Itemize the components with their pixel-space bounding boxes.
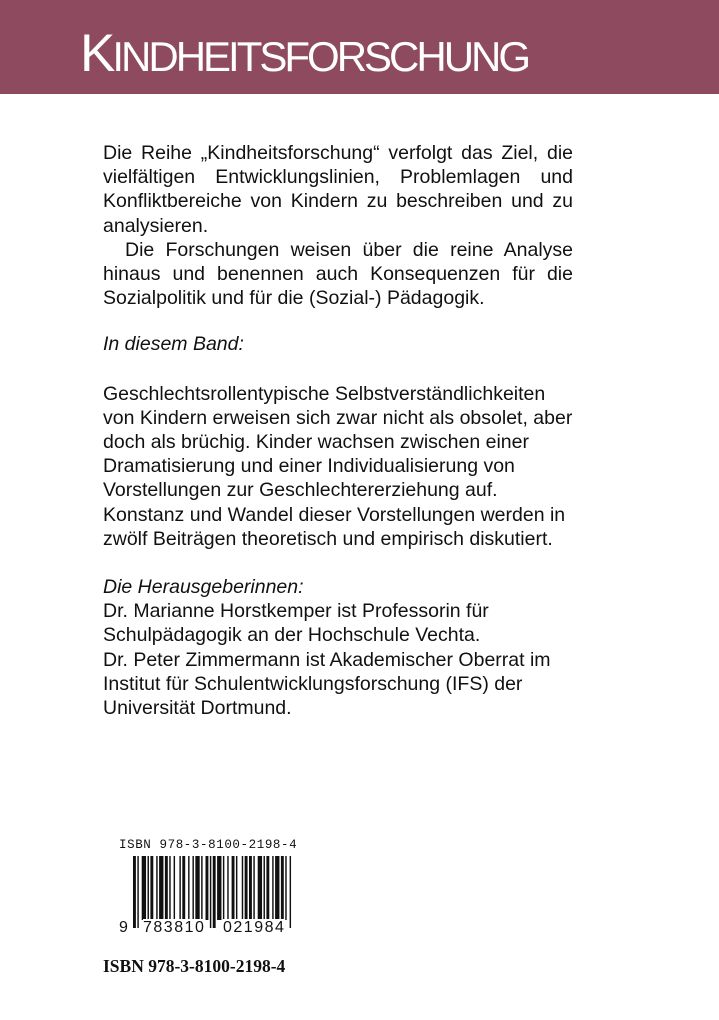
title-banner — [0, 0, 719, 94]
barcode-bar — [169, 856, 170, 920]
barcode-bar — [266, 856, 269, 920]
barcode-bar — [206, 856, 209, 920]
isbn-footer: ISBN 978-3-8100-2198-4 — [103, 956, 286, 976]
band-heading: In diesem Band: — [103, 333, 244, 356]
barcode-bar — [249, 856, 252, 920]
barcode-isbn-label: ISBN 978-3-8100-2198-4 — [119, 838, 298, 852]
barcode-bar — [142, 856, 146, 920]
barcode-bar — [137, 856, 138, 928]
intro-paragraph-1: Die Reihe „Kindheitsforschung“ verfolgt das Ziel, die vielfältigen Entwicklungslinien, Problemlagen und Konfliktbereiche von Kindern zu beschreiben und zu analysieren. — [103, 142, 573, 237]
barcode-bar — [245, 856, 248, 920]
barcode-bar — [272, 856, 273, 920]
barcode-digits-left: 783810 — [143, 919, 206, 936]
barcode-bar — [258, 856, 262, 920]
barcode-bar — [213, 856, 216, 928]
barcode-bar — [133, 856, 136, 928]
editor-2-bio: Dr. Peter Zimmermann ist Akademischer Oberrat im Institut für Schulentwicklungsforschung (IFS) der Universität Dortmund. — [103, 648, 551, 720]
barcode-lead-digit: 9 — [119, 919, 130, 936]
barcode-bar — [264, 856, 265, 920]
barcode-bar — [156, 856, 157, 920]
barcode-bar — [188, 856, 189, 920]
band-description: Geschlechtsrollentypische Selbstverständlichkeiten von Kindern erweisen sich zwar nicht als obsolet, aber doch als brüchig. Kinder wachsen zwischen einer Dramatisierung und einer Individualisierung von Vorstellungen zur Geschlechtererziehung auf. Konstanz und Wandel dieser Vorstellungen werden in zwölf Beiträgen theoretisch und empirisch diskutiert. — [103, 382, 573, 550]
barcode-bar — [242, 856, 243, 920]
editor-1-bio: Dr. Marianne Horstkemper ist Professorin für Schulpädagogik an der Hochschule Vechta. — [103, 600, 489, 647]
barcode-bar — [159, 856, 163, 920]
series-title-rest: INDHEITSFORSCHUNG — [112, 33, 529, 80]
barcode-bar — [227, 856, 228, 920]
series-title-initial: K — [80, 24, 113, 83]
barcode-bar — [201, 856, 202, 920]
back-cover-text — [103, 141, 573, 720]
editors-heading: Die Herausgeberinnen: — [103, 576, 304, 599]
barcode-bar — [192, 856, 193, 920]
series-title — [80, 24, 529, 83]
barcode — [119, 838, 313, 943]
barcode-bar — [165, 856, 168, 920]
barcode-bar — [217, 856, 221, 920]
barcode-bar — [275, 856, 279, 920]
barcode-bar — [281, 856, 284, 920]
barcode-bar — [232, 856, 235, 920]
barcode-bar — [182, 856, 185, 920]
barcode-bar — [150, 856, 153, 920]
barcode-bar — [195, 856, 199, 920]
barcode-bar — [236, 856, 237, 920]
barcode-bar — [290, 856, 291, 928]
barcode-digits-right: 021984 — [223, 919, 286, 936]
barcode-bar — [210, 856, 211, 928]
intro-paragraph-2: Die Forschungen weisen über die reine Analyse hinaus und benennen auch Konsequenzen für die Sozialpolitik und für die (Sozial-) Pädagogik. — [103, 238, 573, 310]
barcode-bar — [179, 856, 180, 920]
barcode-bar — [223, 856, 224, 920]
barcode-bar — [253, 856, 254, 920]
barcode-bar — [285, 856, 286, 920]
barcode-bar — [148, 856, 149, 920]
barcode-bars — [119, 856, 313, 928]
barcode-bar — [174, 856, 175, 920]
